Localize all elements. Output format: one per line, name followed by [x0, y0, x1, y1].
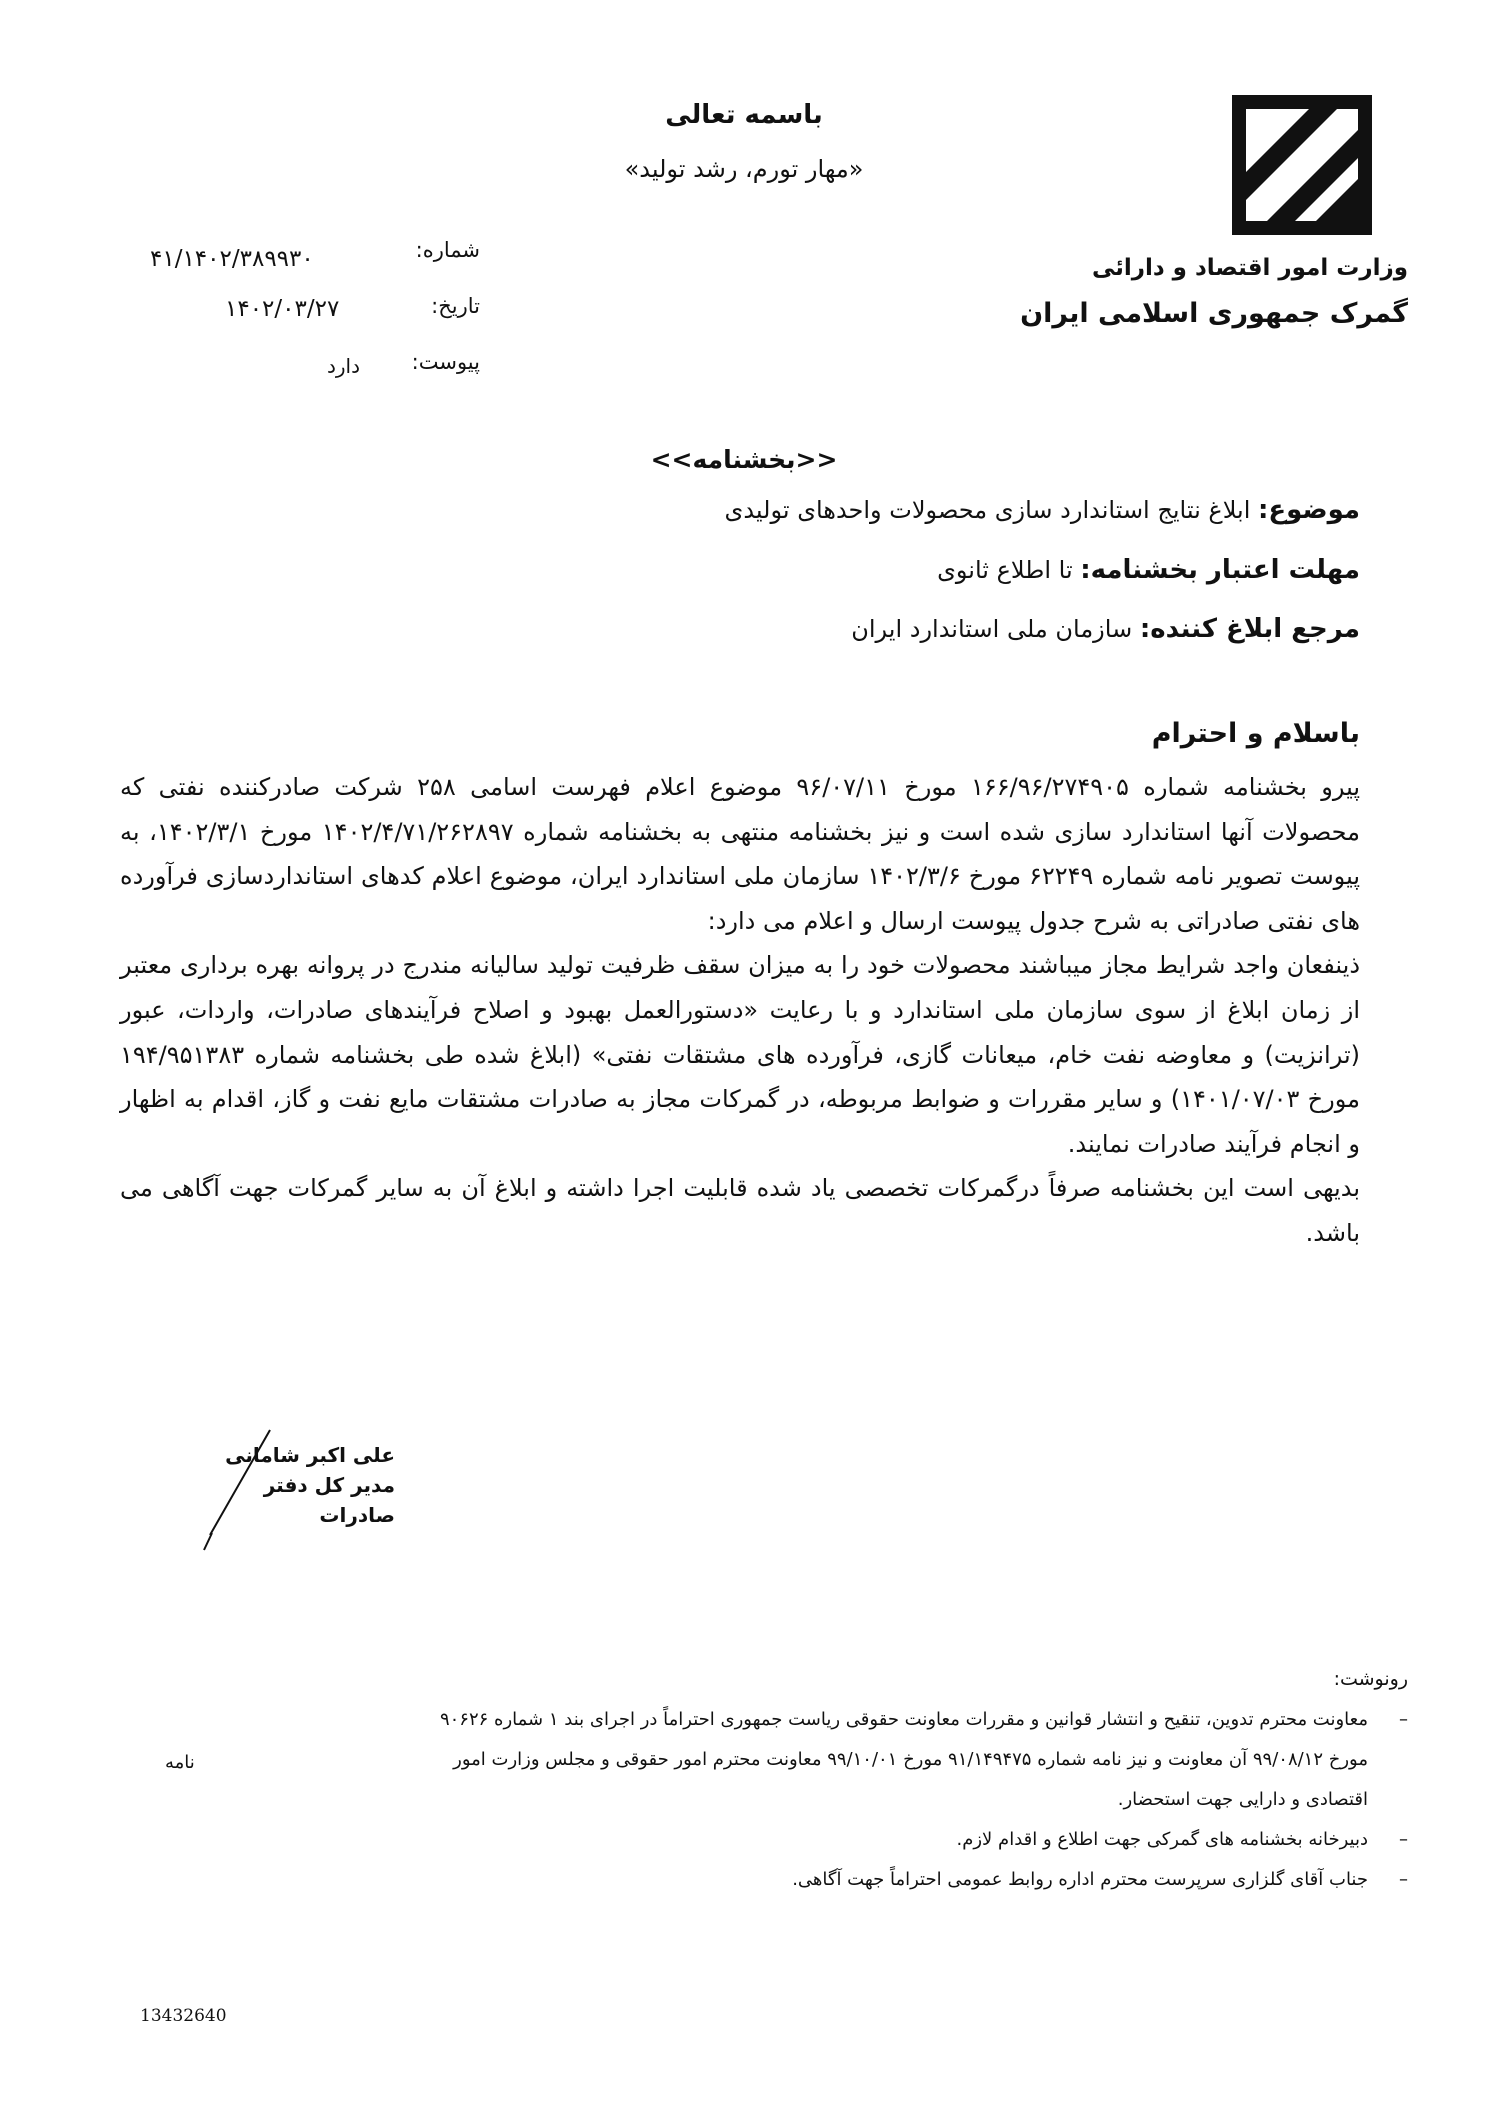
- number-label: شماره:: [415, 238, 480, 262]
- cc-side-note: نامه: [165, 1752, 195, 1773]
- greeting: باسلام و احترام: [1151, 718, 1360, 749]
- authority-label: مرجع ابلاغ کننده:: [1139, 614, 1360, 644]
- signature-block: [205, 1440, 395, 1530]
- cc-item: – جناب آقای گلزاری سرپرست محترم اداره روابط عمومی احتراماً جهت آگاهی.: [408, 1860, 1408, 1900]
- body-paragraph: ذینفعان واجد شرایط مجاز میباشند محصولات خود را به میزان سقف ظرفیت تولید سالیانه مندرج در پروانه بهره برداری معتبر از زمان ابلاغ از سوی سازمان ملی استاندارد و با رعایت «دستورالعمل بهبود و اصلاح فرآیندهای صادرات، واردات، عبور (ترانزیت) و معاوضه نفت خام، میعانات گازی، فرآورده های مشتقات نفتی» (ابلاغ شده طی بخشنامه شماره ۱۹۴/۹۵۱۳۸۳ مورخ ۱۴۰۱/۰۷/۰۳) و سایر مقررات و ضوابط مربوطه، در گمرکات مجاز به صادرات مشتقات مایع نفت و گاز، اقدام به اظهار و انجام فرآیند صادرات نمایند.: [120, 951, 1360, 1158]
- letter-heading: باسمه تعالی: [665, 100, 823, 130]
- document-id: 13432640: [140, 2006, 227, 2026]
- body-paragraph: پیرو بخشنامه شماره ۱۶۶/۹۶/۲۷۴۹۰۵ مورخ ۹۶/۰۷/۱۱ موضوع اعلام فهرست اسامی ۲۵۸ شرکت صادرکننده نفتی که محصولات آنها استاندارد سازی شده است و نیز بخشنامه منتهی به بخشنامه شماره ۱۴۰۲/۴/۷۱/۲۶۲۸۹۷ مورخ ۱۴۰۲/۳/۱، به پیوست تصویر نامه شماره ۶۲۲۴۹ مورخ ۱۴۰۲/۳/۶ سازمان ملی استاندارد ایران، موضوع اعلام کدهای استانداردسازی فرآورده های نفتی صادراتی به شرح جدول پیوست ارسال و اعلام می دارد:: [120, 773, 1361, 935]
- validity-value: تا اطلاع ثانوی: [937, 556, 1073, 584]
- organization-name: گمرک جمهوری اسلامی ایران: [1020, 298, 1408, 329]
- date-value: ۱۴۰۲/۰۳/۲۷: [225, 296, 340, 322]
- attachment-value: دارد: [326, 354, 360, 378]
- cc-title: رونوشت:: [1333, 1668, 1408, 1690]
- validity-label: مهلت اعتبار بخشنامه:: [1080, 555, 1360, 585]
- cc-list: [408, 1700, 1408, 1900]
- number-value: ۴۱/۱۴۰۲/۳۸۹۹۳۰: [150, 246, 314, 272]
- authority-value: سازمان ملی استاندارد ایران: [851, 615, 1133, 643]
- slogan: «مهار تورم، رشد تولید»: [624, 155, 864, 183]
- signer-name: علی اکبر شامانی: [225, 1443, 395, 1467]
- signer-title: مدیر کل دفتر صادرات: [263, 1473, 395, 1527]
- cc-item: – معاونت محترم تدوین، تنقیح و انتشار قوانین و مقررات معاونت حقوقی ریاست جمهوری احتراماً در اجرای بند ۱ شماره ۹۰۶۲۶ مورخ ۹۹/۰۸/۱۲ آن معاونت و نیز نامه شماره ۹۱/۱۴۹۴۷۵ مورخ ۹۹/۱۰/۰۱ معاونت محترم امور حقوقی و مجلس وزارت امور اقتصادی و دارایی جهت استحضار.: [408, 1700, 1408, 1820]
- circular-title: <<بخشنامه>>: [650, 445, 838, 474]
- subject-line: [140, 495, 1360, 525]
- date-label: تاریخ:: [431, 294, 480, 318]
- letter-body: [120, 765, 1360, 1256]
- validity-line: [140, 555, 1360, 585]
- ministry-name: وزارت امور اقتصاد و دارائی: [1091, 255, 1408, 281]
- subject-value: ابلاغ نتایج استاندارد سازی محصولات واحدهای تولیدی: [724, 496, 1251, 524]
- authority-line: [140, 614, 1360, 644]
- body-paragraph: بدیهی است این بخشنامه صرفاً درگمرکات تخصصی یاد شده قابلیت اجرا داشته و ابلاغ آن به سایر گمرکات جهت آگاهی می باشد.: [120, 1174, 1360, 1247]
- cc-item: – دبیرخانه بخشنامه های گمرکی جهت اطلاع و اقدام لازم.: [408, 1820, 1408, 1860]
- attachment-label: پیوست:: [411, 350, 480, 374]
- subject-label: موضوع:: [1258, 495, 1360, 525]
